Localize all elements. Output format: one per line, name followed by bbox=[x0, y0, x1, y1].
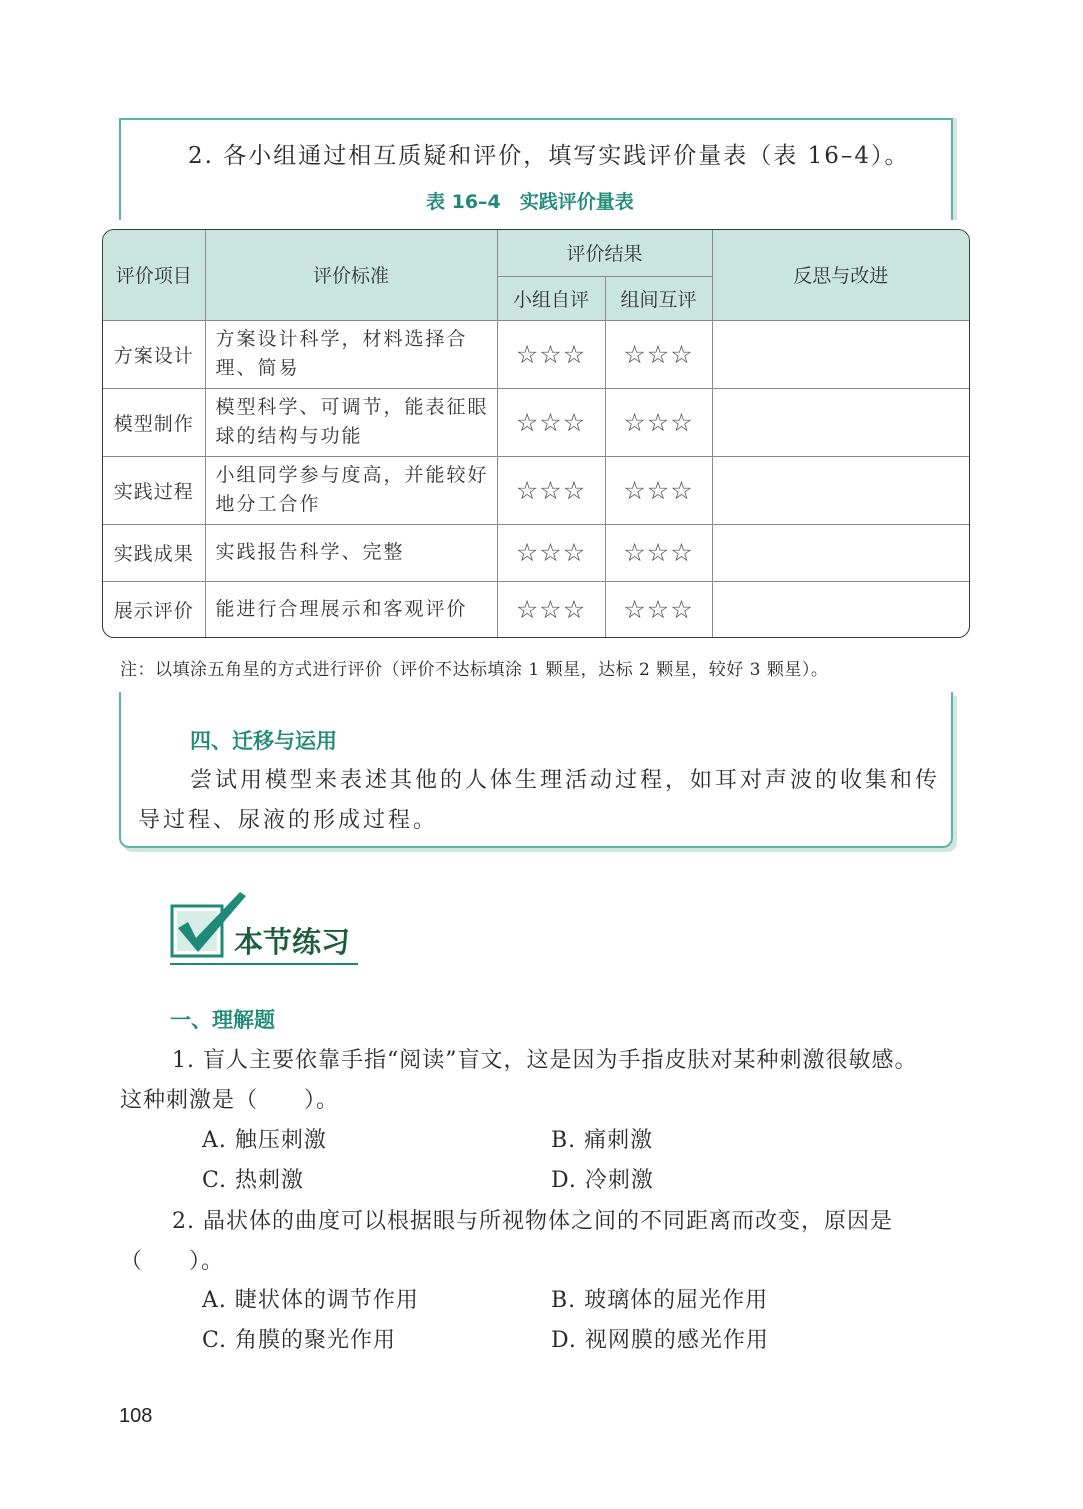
exercise-title-underline bbox=[170, 963, 358, 965]
table-caption: 表 16–4 实践评价量表 bbox=[426, 191, 634, 213]
row-standard: 方案设计科学，材料选择合理、简易 bbox=[205, 320, 497, 388]
question-1-line1: 1. 盲人主要依靠手指“阅读”盲文，这是因为手指皮肤对某种刺激很敏感。 bbox=[172, 1048, 918, 1073]
self-rating-stars[interactable]: ☆☆☆ bbox=[497, 388, 605, 456]
table-note: 注：以填涂五角星的方式进行评价（评价不达标填涂 1 颗星，达标 2 颗星，较好 3 颗星）。 bbox=[120, 660, 829, 680]
row-item: 实践成果 bbox=[103, 524, 205, 581]
reflect-cell[interactable] bbox=[712, 320, 969, 388]
option-1d[interactable]: D. 冷刺激 bbox=[551, 1168, 654, 1193]
transfer-text-line1: 尝试用模型来表述其他的人体生理活动过程，如耳对声波的收集和传 bbox=[190, 768, 941, 793]
reflect-cell[interactable] bbox=[712, 388, 969, 456]
transfer-text-line2: 导过程、尿液的形成过程。 bbox=[138, 808, 439, 833]
table-row bbox=[103, 388, 969, 456]
option-2d[interactable]: D. 视网膜的感光作用 bbox=[551, 1328, 769, 1353]
row-standard: 能进行合理展示和客观评价 bbox=[205, 581, 497, 638]
row-standard: 模型科学、可调节，能表征眼球的结构与功能 bbox=[205, 388, 497, 456]
reflect-cell[interactable] bbox=[712, 456, 969, 524]
option-1c[interactable]: C. 热刺激 bbox=[202, 1168, 305, 1193]
table-row bbox=[103, 524, 969, 581]
page-number: 108 bbox=[119, 1405, 153, 1427]
transfer-heading: 四、迁移与运用 bbox=[190, 729, 337, 753]
option-2a[interactable]: A. 睫状体的调节作用 bbox=[202, 1288, 419, 1313]
self-rating-stars[interactable]: ☆☆☆ bbox=[497, 456, 605, 524]
header-reflect: 反思与改进 bbox=[712, 230, 969, 320]
option-1b[interactable]: B. 痛刺激 bbox=[551, 1128, 654, 1153]
table-row bbox=[103, 581, 969, 638]
activity-item-2: 2. 各小组通过相互质疑和评价，填写实践评价量表（表 16–4）。 bbox=[188, 143, 910, 169]
row-standard: 实践报告科学、完整 bbox=[205, 524, 497, 581]
question-2-line2: （ ）。 bbox=[120, 1249, 225, 1274]
peer-rating-stars[interactable]: ☆☆☆ bbox=[605, 524, 712, 581]
row-item: 方案设计 bbox=[103, 320, 205, 388]
header-item: 评价项目 bbox=[103, 230, 205, 320]
comprehension-heading: 一、理解题 bbox=[170, 1008, 275, 1032]
evaluation-table bbox=[102, 229, 970, 638]
row-standard: 小组同学参与度高，并能较好地分工合作 bbox=[205, 456, 497, 524]
self-rating-stars[interactable]: ☆☆☆ bbox=[497, 320, 605, 388]
peer-rating-stars[interactable]: ☆☆☆ bbox=[605, 581, 712, 638]
self-rating-stars[interactable]: ☆☆☆ bbox=[497, 524, 605, 581]
question-1-line2: 这种刺激是（ ）。 bbox=[120, 1088, 340, 1113]
table-row bbox=[103, 456, 969, 524]
peer-rating-stars[interactable]: ☆☆☆ bbox=[605, 320, 712, 388]
option-2b[interactable]: B. 玻璃体的屈光作用 bbox=[551, 1288, 769, 1313]
header-self: 小组自评 bbox=[497, 276, 605, 320]
reflect-cell[interactable] bbox=[712, 524, 969, 581]
option-1a[interactable]: A. 触压刺激 bbox=[202, 1128, 327, 1153]
header-standard: 评价标准 bbox=[205, 230, 497, 320]
header-peer: 组间互评 bbox=[605, 276, 712, 320]
row-item: 模型制作 bbox=[103, 388, 205, 456]
table-row bbox=[103, 320, 969, 388]
peer-rating-stars[interactable]: ☆☆☆ bbox=[605, 388, 712, 456]
peer-rating-stars[interactable]: ☆☆☆ bbox=[605, 456, 712, 524]
row-item: 实践过程 bbox=[103, 456, 205, 524]
exercise-title: 本节练习 bbox=[234, 925, 351, 959]
self-rating-stars[interactable]: ☆☆☆ bbox=[497, 581, 605, 638]
option-2c[interactable]: C. 角膜的聚光作用 bbox=[202, 1328, 397, 1353]
question-2-line1: 2. 晶状体的曲度可以根据眼与所视物体之间的不同距离而改变，原因是 bbox=[172, 1209, 893, 1234]
row-item: 展示评价 bbox=[103, 581, 205, 638]
reflect-cell[interactable] bbox=[712, 581, 969, 638]
header-result: 评价结果 bbox=[497, 230, 712, 276]
